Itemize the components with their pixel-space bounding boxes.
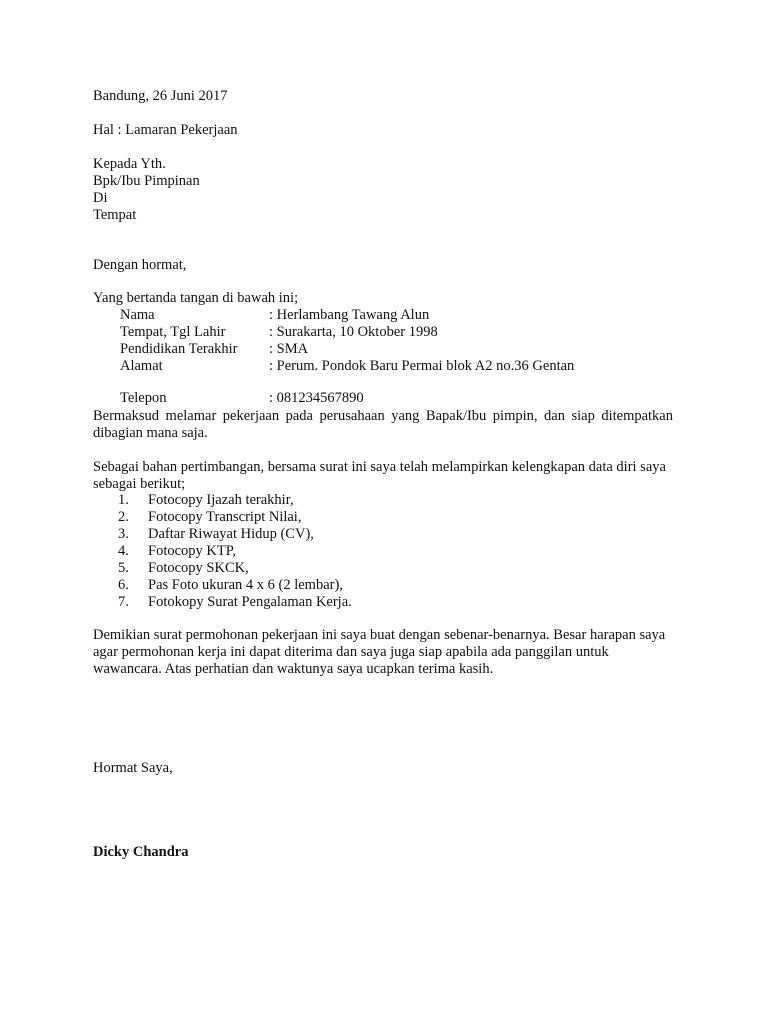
- list-item: Fotocopy KTP,: [148, 543, 236, 559]
- list-number: 7.: [118, 594, 129, 610]
- recipient-line: Tempat: [93, 207, 137, 223]
- field-label-address: Alamat: [120, 358, 163, 374]
- closing-paragraph: Demikian surat permohonan pekerjaan ini saya buat dengan sebenar-benarnya. Besar harapan saya agar permohonan kerja ini dapat diterima dan saya juga siap apabila ada panggilan untuk wawancara. Atas perhatian dan waktunya saya ucapkan terima kasih.: [93, 627, 666, 677]
- purpose-paragraph: Bermaksud melamar pekerjaan pada perusahaan yang Bapak/Ibu pimpin, dan siap ditempatkan dibagian mana saja.: [93, 408, 673, 441]
- field-value-phone: : 081234567890: [269, 390, 364, 406]
- list-item: Fotokopy Surat Pengalaman Kerja.: [148, 594, 352, 610]
- recipient-line: Bpk/Ibu Pimpinan: [93, 173, 200, 189]
- list-item: Fotocopy Transcript Nilai,: [148, 509, 302, 525]
- signature-name: Dicky Chandra: [93, 844, 189, 860]
- field-label-nama: Nama: [120, 307, 155, 323]
- field-label-birth: Tempat, Tgl Lahir: [120, 324, 226, 340]
- intro-line: Yang bertanda tangan di bawah ini;: [93, 290, 299, 306]
- list-number: 1.: [118, 492, 129, 508]
- list-number: 3.: [118, 526, 129, 542]
- list-number: 4.: [118, 543, 129, 559]
- recipient-line: Kepada Yth.: [93, 156, 166, 172]
- list-number: 6.: [118, 577, 129, 593]
- greeting: Dengan hormat,: [93, 257, 187, 273]
- field-value-education: : SMA: [269, 341, 309, 357]
- signoff: Hormat Saya,: [93, 760, 173, 776]
- list-item: Fotocopy SKCK,: [148, 560, 249, 576]
- field-value-birth: : Surakarta, 10 Oktober 1998: [269, 324, 438, 340]
- field-value-nama: : Herlambang Tawang Alun: [269, 307, 430, 323]
- list-item: Fotocopy Ijazah terakhir,: [148, 492, 294, 508]
- list-number: 5.: [118, 560, 129, 576]
- place-date: Bandung, 26 Juni 2017: [93, 88, 228, 104]
- field-value-address: : Perum. Pondok Baru Permai blok A2 no.36 Gentan: [269, 358, 575, 374]
- list-number: 2.: [118, 509, 129, 525]
- subject-line: Hal : Lamaran Pekerjaan: [93, 122, 238, 138]
- list-item: Pas Foto ukuran 4 x 6 (2 lembar),: [148, 577, 343, 593]
- attachments-intro: Sebagai bahan pertimbangan, bersama surat ini saya telah melampirkan kelengkapan data diri saya sebagai berikut;: [93, 459, 666, 492]
- field-label-phone: Telepon: [120, 390, 167, 406]
- list-item: Daftar Riwayat Hidup (CV),: [148, 526, 314, 542]
- recipient-line: Di: [93, 190, 108, 206]
- field-label-education: Pendidikan Terakhir: [120, 341, 238, 357]
